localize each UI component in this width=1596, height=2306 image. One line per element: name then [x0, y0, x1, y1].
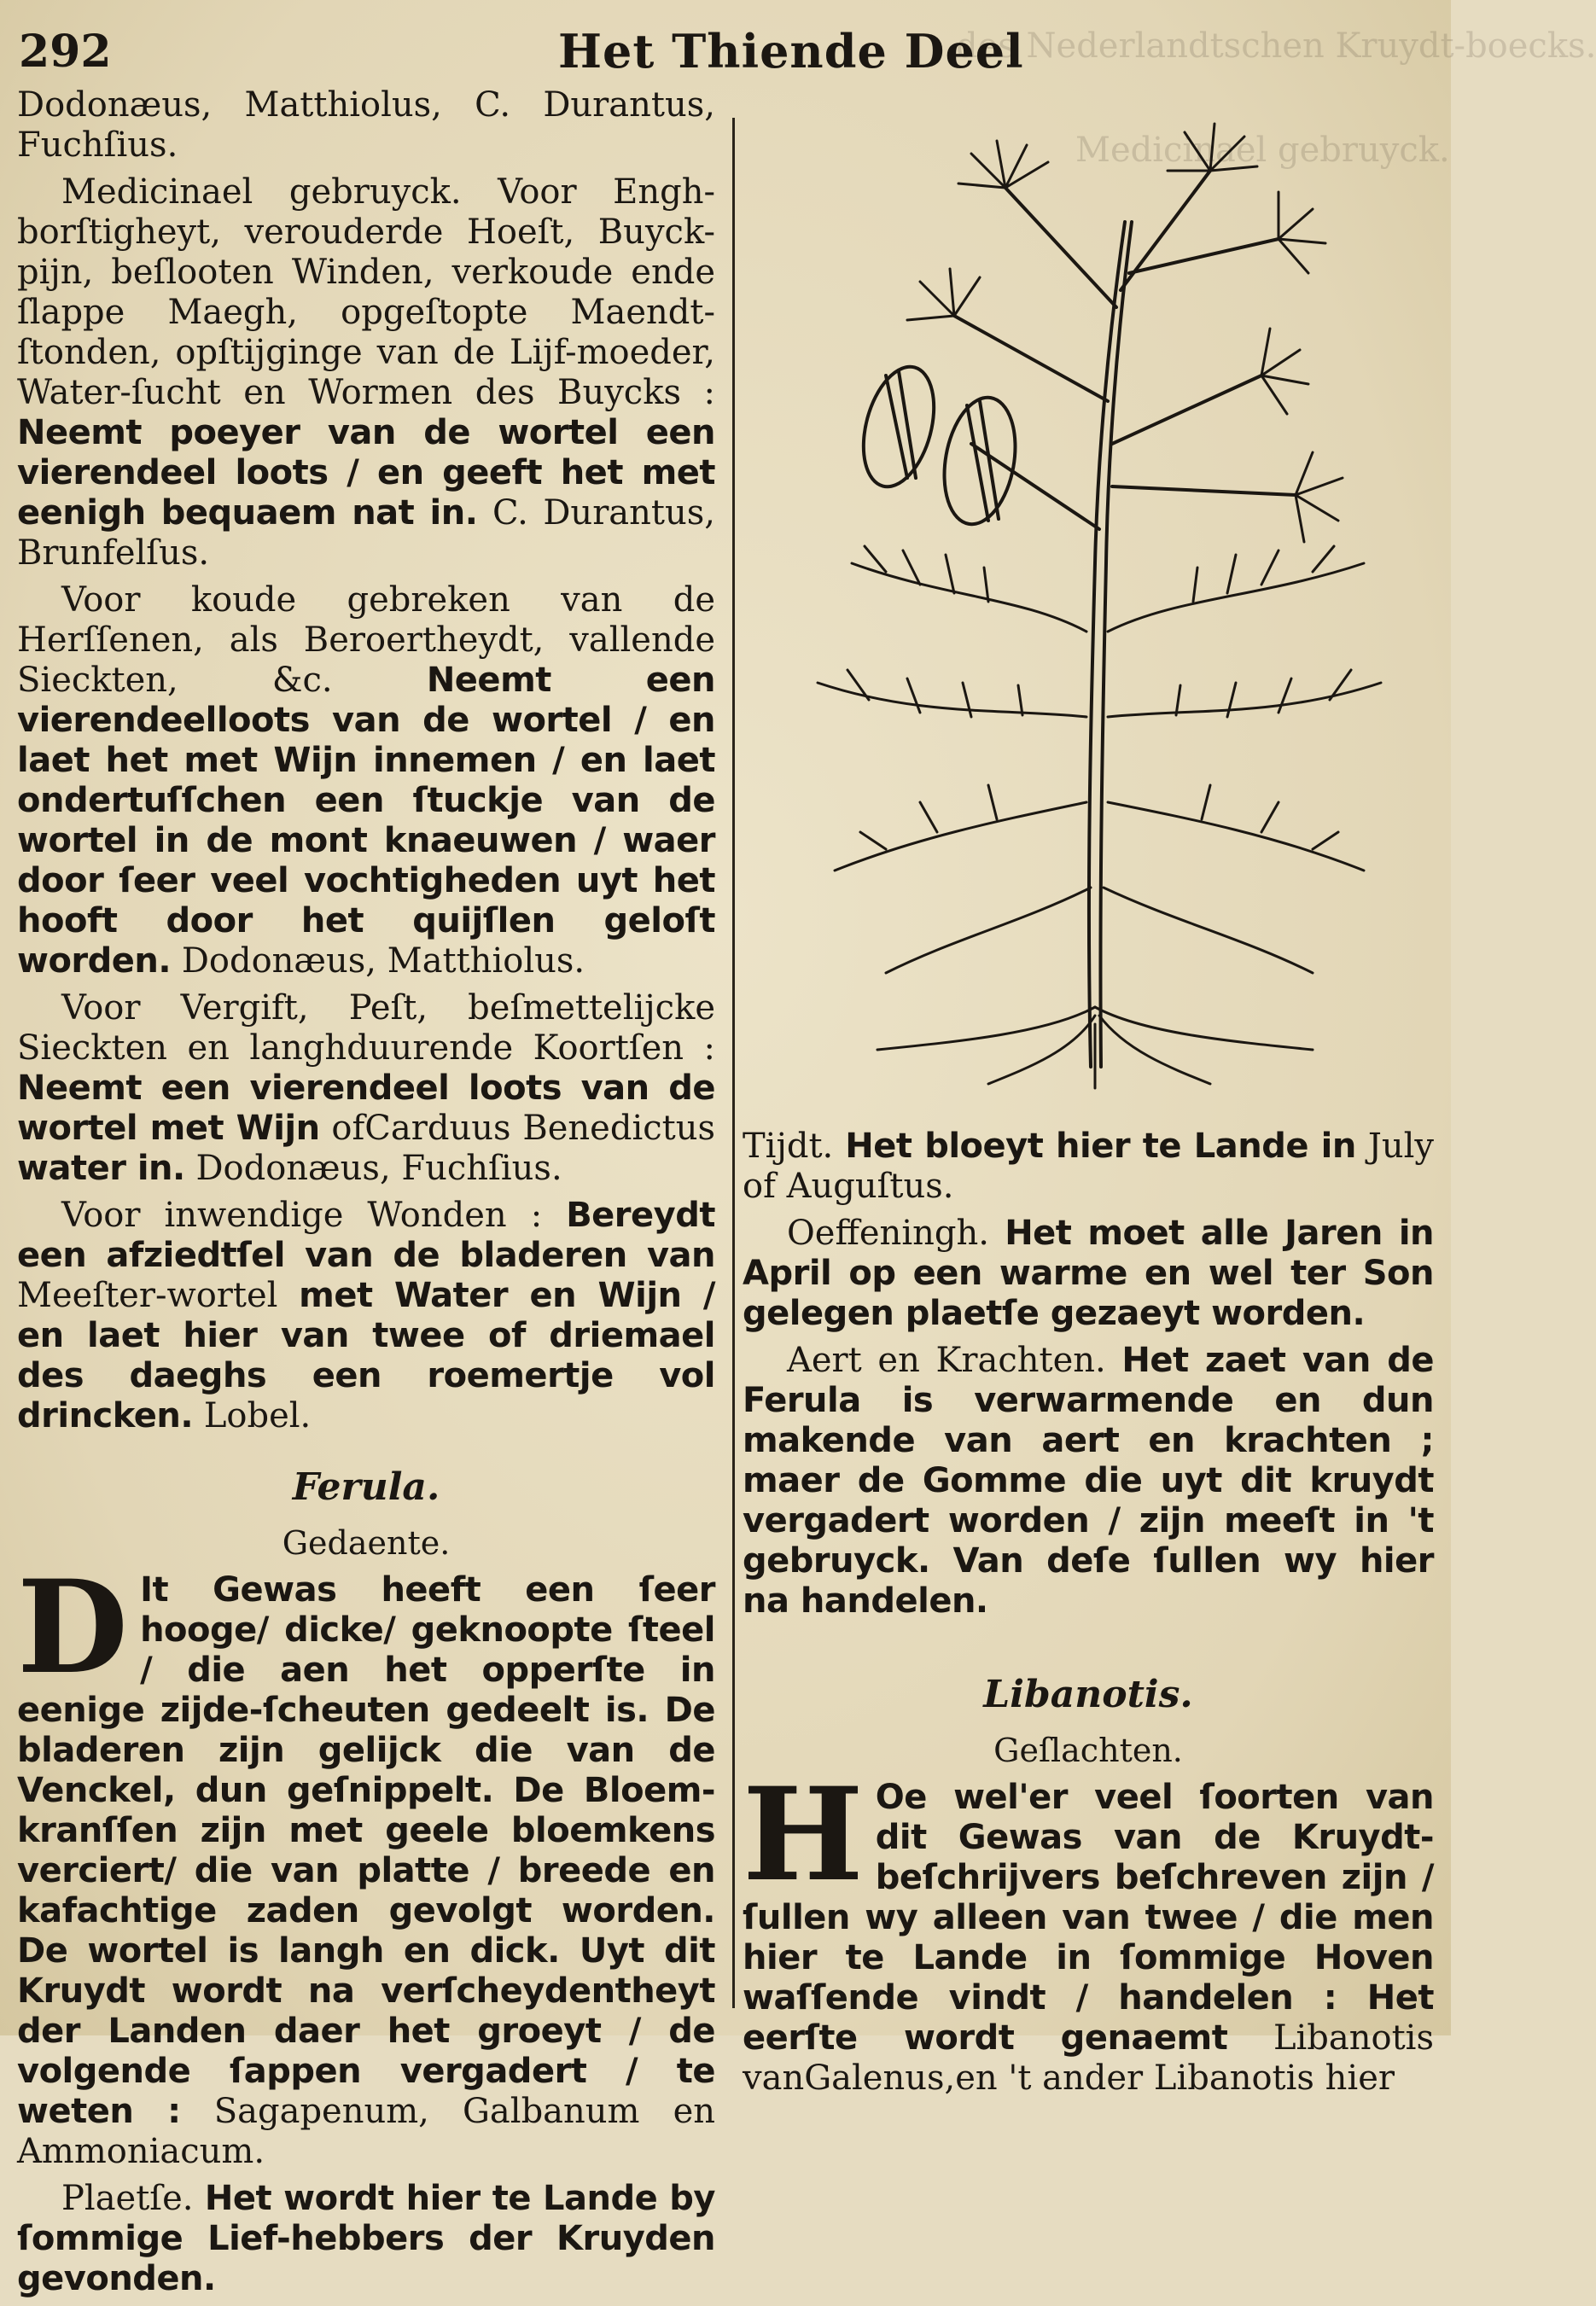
paragraph — [17, 85, 715, 166]
drop-cap: D — [17, 1552, 129, 1703]
page-header — [12, 19, 1439, 80]
bleed-through-text: Kruydt-boecks. — [1335, 26, 1596, 66]
section-title: Libanotis. — [983, 1673, 1193, 1716]
paragraph — [17, 580, 715, 981]
text: Plaetſe. — [61, 2179, 194, 2218]
running-head: Het Thiende Deel — [558, 24, 1024, 79]
text: Dodonæus, Matthiolus, C. Durantus, Fuchſius. — [17, 85, 715, 165]
blackletter-text: Neemt een vierendeel loots van de wortel met Wijn — [17, 1069, 715, 1148]
paragraph — [743, 1127, 1434, 1207]
blackletter-text: Neemt een vierendeelloots van de wortel / en laet het met Wijn innemen / en laet ondertuſſchen een ſtuckje van de wortel in de mont knaeuwen / waer door ſeer veel vochtigheden uyt het hooft door het quijſlen geloſt worden. — [17, 661, 715, 981]
blackletter-text: Bereydt een afziedtſel van de bladeren van — [17, 1196, 715, 1275]
section-subtitle: Gedaente. — [282, 1524, 451, 1562]
blackletter-text: Oe wel'er veel ſoorten van dit Gewas van de Kruydt-beſchrijvers beſchreven zijn / ſullen wy alleen van twee / die men hier te Lande in ſommige Hoven waſſende vindt / handelen : Het eerſte wordt genaemt — [743, 1778, 1434, 2058]
section-subtitle: Geſlachten. — [993, 1732, 1183, 1769]
blackletter-text: met Water en Wijn / en laet hier van twee of driemael des daeghs een roemertje vol drincken. — [17, 1276, 715, 1435]
text: Voor Vergift, Peſt, beſmettelijcke Sieckten en langhduurende Koortſen : — [17, 988, 715, 1068]
text: Oeffeningh. — [787, 1214, 989, 1253]
paragraph — [17, 1552, 716, 2172]
blackletter-text: Het zaet van de Ferula is verwarmende en dun makende van aert en krachten ; maer de Gomme die uyt dit kruydt vergadert worden / zijn meeſt in 't gebruyck. Van deſe ſullen wy hier na handelen. — [743, 1341, 1434, 1621]
plant-woodcut-icon — [749, 119, 1432, 1092]
column-divider — [732, 118, 735, 2008]
paragraph — [17, 2179, 715, 2299]
paragraph — [17, 172, 715, 574]
text: Voor koude gebreken van de Herſſenen, als Beroertheydt, vallende Sieckten, &c. — [17, 580, 715, 700]
text: Lobel. — [203, 1396, 312, 1435]
text: C. Durantus, Brunfelſus. — [17, 493, 715, 573]
text: Medicinael gebruyck. Voor Engh-borſtigheyt, verouderde Hoeſt, Buyck-pijn, beſlooten Winden, verkoude ende ſlappe Maegh, opgeſtopte Maendt-ſtonden, opſtijginge van de Lijf-moeder, Water-ſucht en Wormen des Buycks : — [17, 172, 715, 412]
blackletter-text: Het bloeyt hier te Lande in — [845, 1127, 1356, 1166]
blackletter-text: water in. — [17, 1149, 185, 1188]
blackletter-text: Neemt poeyer van de wortel een vierendeel loots / en geeft het met eenigh bequaem nat in. — [17, 413, 715, 533]
page-number: 292 — [19, 26, 112, 78]
blackletter-text: Het wordt hier te Lande by ſommige Lief-hebbers der Kruyden gevonden. — [17, 2179, 715, 2298]
text: Dodonæus, Fuchſius. — [195, 1149, 562, 1188]
right-column — [743, 1127, 1434, 2105]
left-column — [17, 85, 715, 2306]
text: Libanotis vanGalenus,en 't ander Libanotis hier — [743, 2018, 1434, 2098]
text: Sagapenum, Galbanum en Ammoniacum. — [17, 2092, 716, 2171]
paragraph — [17, 1196, 715, 1436]
paragraph — [743, 1214, 1434, 1334]
drop-cap: H — [743, 1760, 864, 1910]
text: Aert en Krachten. — [787, 1341, 1106, 1380]
paragraph — [17, 988, 715, 1189]
text: Meeſter-wortel — [17, 1276, 278, 1315]
blackletter-text: It Gewas heeft een ſeer hooge/ dicke/ geknoopte ſteel / die aen het opperſte in eenige zijde-ſcheuten gedeelt is. De bladeren zijn gelijck die van de Venckel, dun geſnippelt. De Bloem-kranſſen zijn met geele bloemkens verciert/ die van platte / breede en kafachtige zaden gevolgt worden. De wortel is langh en dick. Uyt dit Kruydt wordt na verſcheydentheyt der Landen daer het groeyt / de volgende ſappen vergadert / te weten : — [17, 1570, 715, 2131]
text: July of Auguſtus. — [743, 1127, 1435, 1206]
paragraph — [743, 1760, 1434, 2099]
text: ofCarduus Benedictus — [331, 1109, 716, 1148]
paragraph — [743, 1341, 1434, 1622]
blackletter-text: Het moet alle Jaren in April op een warme en wel ter Son gelegen plaetſe gezaeyt worden. — [743, 1214, 1435, 1333]
section-title: Ferula. — [292, 1465, 440, 1509]
text: Dodonæus, Matthiolus. — [181, 941, 585, 981]
text: Voor inwendige Wonden : — [61, 1196, 543, 1235]
text: Tijdt. — [743, 1127, 834, 1166]
